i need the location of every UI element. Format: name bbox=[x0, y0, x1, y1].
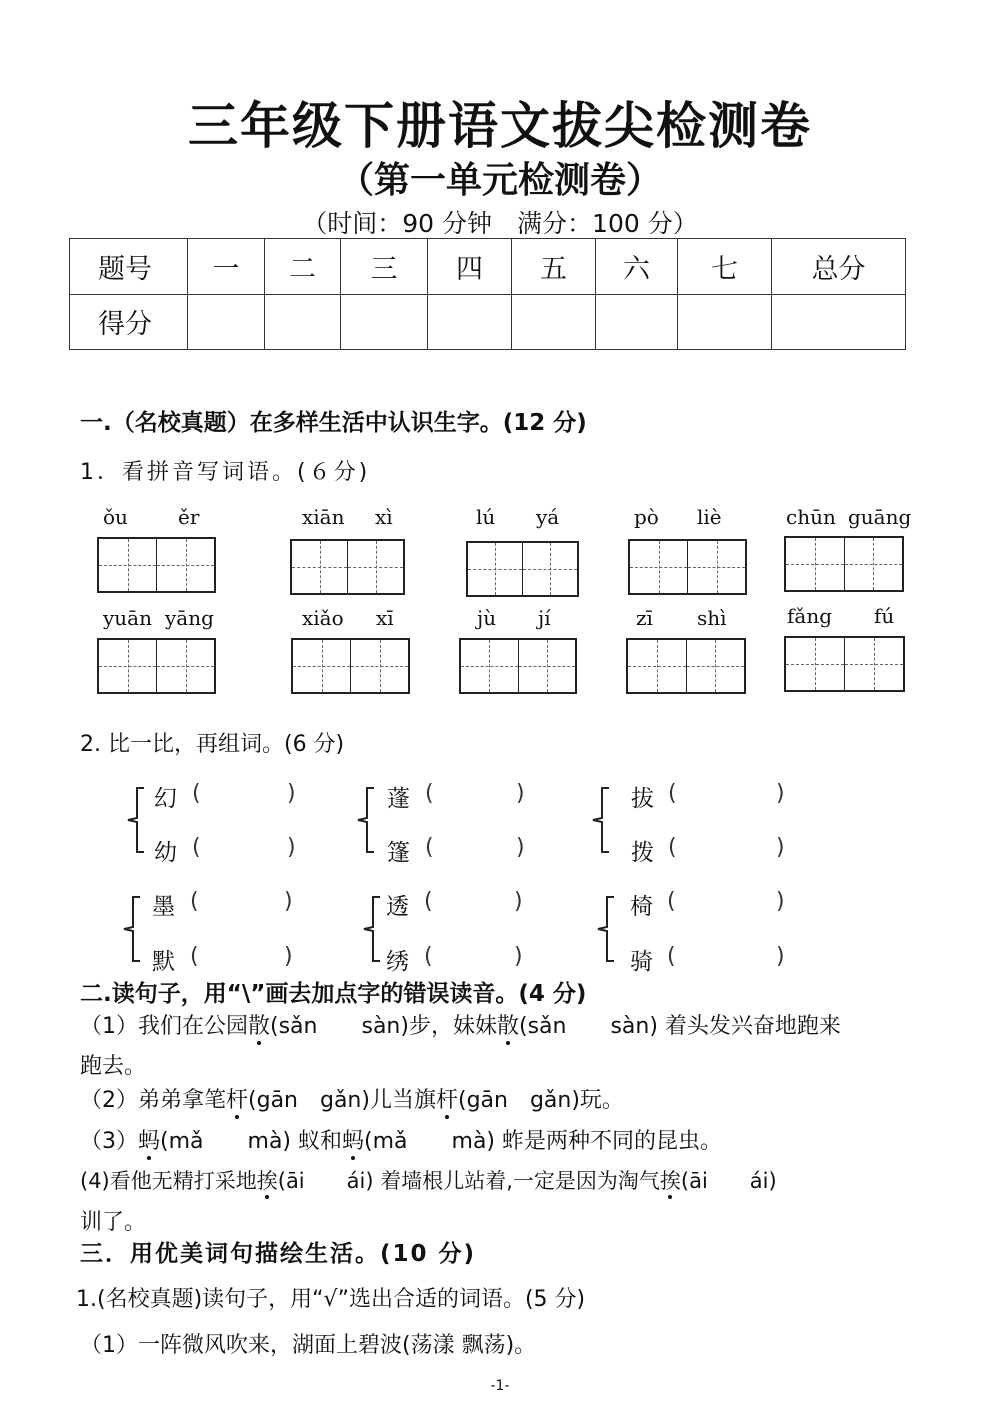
sentence-line: 跑去。 bbox=[80, 1054, 147, 1079]
pinyin-label: jù bbox=[477, 606, 497, 630]
open-paren: ( bbox=[424, 944, 433, 969]
dotted-char: 蚂 bbox=[138, 1129, 161, 1154]
score-row-label: 得分 bbox=[70, 294, 188, 350]
close-paren: ) bbox=[284, 944, 293, 969]
pinyin-label: chūn bbox=[786, 505, 836, 529]
score-table-cell: 三 bbox=[341, 239, 428, 295]
dotted-char: 散 bbox=[496, 1014, 519, 1039]
writing-grid[interactable] bbox=[784, 536, 904, 592]
compare-char: 透 bbox=[386, 894, 409, 920]
score-input-cell[interactable] bbox=[428, 294, 512, 350]
compare-char: 墨 bbox=[152, 894, 175, 920]
pinyin-label: lú bbox=[476, 505, 496, 529]
open-paren: ( bbox=[425, 781, 434, 806]
compare-char: 椅 bbox=[630, 894, 653, 920]
compare-char: 蓬 bbox=[387, 786, 410, 812]
score-input-cell[interactable] bbox=[596, 294, 678, 350]
page-number: -1- bbox=[490, 1378, 510, 1394]
writing-grid[interactable] bbox=[459, 638, 577, 694]
section3-heading: 三．用优美词句描绘生活。(10 分) bbox=[80, 1241, 477, 1267]
pinyin-label: zī bbox=[636, 606, 653, 630]
close-paren: ) bbox=[514, 944, 523, 969]
pinyin-label: jí bbox=[538, 606, 551, 630]
brace-icon bbox=[362, 895, 384, 963]
score-input-cell[interactable] bbox=[341, 294, 428, 350]
pinyin-label: guāng bbox=[848, 505, 912, 529]
open-paren: ( bbox=[192, 835, 201, 860]
dotted-char: 杆 bbox=[226, 1088, 249, 1113]
score-input-cell[interactable] bbox=[512, 294, 596, 350]
sentence-line: （3）蚂(mǎ mà) 蚁和蚂(mǎ mà) 蚱是两种不同的昆虫。 bbox=[80, 1129, 722, 1154]
close-paren: ) bbox=[776, 889, 785, 914]
q1-label: 1．看拼音写词语。(６分) bbox=[80, 460, 371, 485]
pinyin-label: xiǎo bbox=[302, 606, 344, 630]
brace-icon bbox=[126, 786, 148, 854]
score-table-cell: 题号 bbox=[70, 239, 188, 295]
close-paren: ) bbox=[776, 944, 785, 969]
writing-grid[interactable] bbox=[466, 541, 579, 597]
pinyin-label: pò bbox=[634, 505, 659, 529]
score-input-cell[interactable] bbox=[678, 294, 772, 350]
pinyin-label: yá bbox=[536, 505, 560, 529]
pinyin-label: liè bbox=[697, 505, 722, 529]
score-table-header-row bbox=[70, 239, 906, 295]
close-paren: ) bbox=[514, 889, 523, 914]
section2-heading: 二.读句子，用“\”画去加点字的错误读音。(4 分) bbox=[80, 981, 587, 1007]
score-table-cell: 二 bbox=[265, 239, 341, 295]
dotted-char: 挨 bbox=[659, 1169, 681, 1193]
open-paren: ( bbox=[192, 781, 201, 806]
score-table-cell: 总分 bbox=[772, 239, 906, 295]
sentence-line: 训了。 bbox=[80, 1210, 147, 1235]
pinyin-label: fú bbox=[874, 604, 895, 628]
score-input-cell[interactable] bbox=[265, 294, 341, 350]
pinyin-label: yuān bbox=[103, 606, 152, 630]
section1-heading: 一.（名校真题）在多样生活中认识生字。(12 分) bbox=[80, 410, 587, 436]
q2-label: 2. 比一比，再组词。(6 分) bbox=[80, 732, 345, 757]
dotted-char: 杆 bbox=[435, 1088, 458, 1113]
sentence-line: （1）我们在公园散(sǎn sàn)步，妹妹散(sǎn sàn) 着头发兴奋地跑来 bbox=[80, 1014, 841, 1039]
score-table-cell: 六 bbox=[596, 239, 678, 295]
score-table-score-row bbox=[70, 294, 906, 350]
brace-icon bbox=[122, 895, 144, 963]
close-paren: ) bbox=[776, 781, 785, 806]
score-table-cell: 一 bbox=[188, 239, 265, 295]
writing-grid[interactable] bbox=[97, 537, 216, 593]
q3-1-sentence: （1）一阵微风吹来，湖面上碧波(荡漾 飘荡)。 bbox=[80, 1333, 537, 1358]
q3-1-label: 1.(名校真题)读句子，用“√”选出合适的词语。(5 分) bbox=[76, 1287, 586, 1312]
dotted-char: 挨 bbox=[256, 1169, 278, 1193]
compare-char: 默 bbox=[152, 949, 175, 975]
pinyin-label: fǎng bbox=[787, 604, 833, 628]
pinyin-label: xī bbox=[376, 606, 394, 630]
close-paren: ) bbox=[284, 889, 293, 914]
brace-icon bbox=[591, 786, 613, 854]
score-table-cell: 四 bbox=[428, 239, 512, 295]
dotted-char: 散 bbox=[248, 1014, 271, 1039]
page-subtitle: （第一单元检测卷） bbox=[337, 160, 662, 201]
close-paren: ) bbox=[516, 781, 525, 806]
page-title: 三年级下册语文拔尖检测卷 bbox=[188, 97, 812, 155]
compare-char: 幻 bbox=[154, 786, 177, 812]
sentence-line: （2）弟弟拿笔杆(gān gǎn)儿当旗杆(gān gǎn)玩。 bbox=[80, 1088, 624, 1113]
open-paren: ( bbox=[190, 944, 199, 969]
pinyin-label: yāng bbox=[165, 606, 214, 630]
writing-grid[interactable] bbox=[626, 638, 746, 694]
writing-grid[interactable] bbox=[628, 539, 747, 595]
score-table-cell: 七 bbox=[678, 239, 772, 295]
open-paren: ( bbox=[667, 889, 676, 914]
compare-char: 拔 bbox=[631, 786, 654, 812]
score-table bbox=[69, 238, 906, 350]
score-input-cell[interactable] bbox=[772, 294, 906, 350]
close-paren: ) bbox=[516, 835, 525, 860]
open-paren: ( bbox=[425, 835, 434, 860]
open-paren: ( bbox=[668, 835, 677, 860]
pinyin-label: xì bbox=[375, 505, 393, 529]
pinyin-label: shì bbox=[697, 606, 727, 630]
writing-grid[interactable] bbox=[784, 636, 905, 692]
pinyin-label: ǒu bbox=[103, 505, 128, 529]
dotted-char: 蚂 bbox=[342, 1129, 365, 1154]
score-input-cell[interactable] bbox=[188, 294, 265, 350]
close-paren: ) bbox=[287, 781, 296, 806]
pinyin-label: ěr bbox=[178, 505, 200, 529]
sentence-line: (4)看他无精打采地挨(āi ái) 着墙根儿站着,一定是因为淘气挨(āi ái) bbox=[80, 1169, 777, 1193]
pinyin-label: xiān bbox=[302, 505, 345, 529]
compare-char: 篷 bbox=[387, 840, 410, 866]
compare-char: 绣 bbox=[386, 949, 409, 975]
close-paren: ) bbox=[287, 835, 296, 860]
time-score-info: （时间：90 分钟 满分：100 分） bbox=[302, 209, 698, 238]
open-paren: ( bbox=[424, 889, 433, 914]
close-paren: ) bbox=[776, 835, 785, 860]
open-paren: ( bbox=[667, 944, 676, 969]
compare-char: 拨 bbox=[631, 840, 654, 866]
open-paren: ( bbox=[668, 781, 677, 806]
compare-char: 幼 bbox=[154, 840, 177, 866]
writing-grid[interactable] bbox=[291, 638, 410, 694]
open-paren: ( bbox=[190, 889, 199, 914]
brace-icon bbox=[596, 895, 618, 963]
brace-icon bbox=[356, 786, 378, 854]
compare-char: 骑 bbox=[630, 949, 653, 975]
writing-grid[interactable] bbox=[97, 638, 216, 694]
score-table-cell: 五 bbox=[512, 239, 596, 295]
writing-grid[interactable] bbox=[290, 539, 405, 595]
